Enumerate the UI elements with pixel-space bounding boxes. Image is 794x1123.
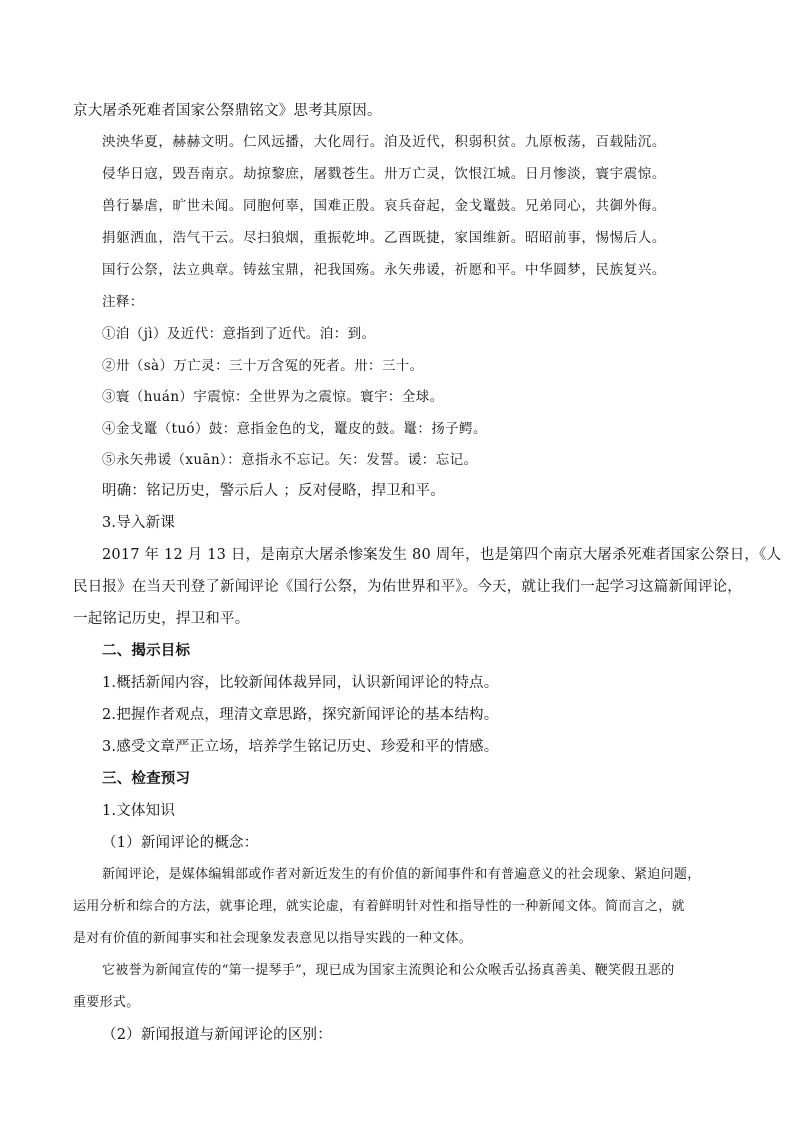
notes-title: 注释： <box>102 294 144 310</box>
note-3: ③寰（huán）宇震惊：全世界为之震惊。寰宇：全球。 <box>102 389 444 405</box>
goal-2: 2.把握作者观点，理清文章思路，探究新闻评论的基本结构。 <box>102 707 499 723</box>
goal-1: 1.概括新闻内容，比较新闻体裁异同，认识新闻评论的特点。 <box>102 675 499 691</box>
praise-line-1: 它被誉为新闻宣传的“第一提琴手”，现已成为国家主流舆论和公众喉舌弘扬真善美、鞭笑假丑恶的 <box>102 963 675 978</box>
heading-preview: 三、检查预习 <box>102 771 191 787</box>
import-paragraph-line-3: 一起铭记历史，捍卫和平。 <box>73 611 250 627</box>
heading-goals: 二、揭示目标 <box>102 643 191 659</box>
praise-line-2: 重要形式。 <box>73 995 140 1010</box>
sub-genre: 1.文体知识 <box>102 803 176 819</box>
difference-title: （2）新闻报道与新闻评论的区别： <box>102 1027 332 1043</box>
top-line: 京大屠杀死难者国家公祭鼎铭文》思考其原因。 <box>73 103 382 119</box>
goal-3: 3.感受文章严正立场，培养学生铭记历史、珍爱和平的情感。 <box>102 739 499 755</box>
poem-line-5: 国行公祭，法立典章。铸兹宝鼎，祀我国殇。永矢弗谖，祈愿和平。中华圆梦，民族复兴。 <box>102 262 666 278</box>
poem-line-2: 侵华日寇，毁吾南京。劫掠黎庶，屠戮苍生。卅万亡灵，饮恨江城。日月惨淡，寰宇震惊。 <box>102 166 666 182</box>
concept-line-2: 运用分析和综合的方法，就事论理，就实论虚，有着鲜明针对性和指导性的一种新闻文体。简而言之，就 <box>73 899 685 914</box>
poem-line-1: 泱泱华夏，赫赫文明。仁风远播，大化周行。洎及近代，积弱积贫。九原板荡，百载陆沉。 <box>102 134 666 150</box>
poem-line-3: 兽行暴虐，旷世未闻。同胞何辜，国难正殷。哀兵奋起，金戈鼍鼓。兄弟同心，共御外侮。 <box>102 198 666 214</box>
poem-line-4: 捐躯洒血，浩气干云。尽扫狼烟，重振乾坤。乙酉既捷，家国维新。昭昭前事，惕惕后人。 <box>102 230 666 246</box>
mingque-line: 明确：铭记历史，警示后人 ；反对侵略，捍卫和平。 <box>102 483 445 499</box>
note-4: ④金戈鼍（tuó）鼓：意指金色的戈，鼍皮的鼓。鼍：扬子鳄。 <box>102 421 487 437</box>
note-2: ②卅（sà）万亡灵：三十万含冤的死者。卅：三十。 <box>102 358 424 374</box>
import-paragraph-line-1: 2017 年 12 月 13 日，是南京大屠杀惨案发生 80 周年，也是第四个南京大屠杀死难者国家公祭日，《人 <box>102 547 782 563</box>
concept-title: （1）新闻评论的概念： <box>102 835 259 851</box>
note-5: ⑤永矢弗谖（xuān）：意指永不忘记。矢：发誓。谖：忘记。 <box>102 452 478 468</box>
import-paragraph-line-2: 民日报》在当天刊登了新闻评论《国行公祭，为佑世界和平》。今天，就让我们一起学习这篇新闻评论， <box>73 579 742 595</box>
section-import: 3.导入新课 <box>102 515 176 531</box>
concept-line-1: 新闻评论，是媒体编辑部或作者对新近发生的有价值的新闻事件和有普遍意义的社会现象、紧迫问题， <box>102 867 701 882</box>
concept-line-3: 是对有价值的新闻事实和社会现象发表意见以指导实践的一种文体。 <box>73 931 473 946</box>
note-1: ①洎（jì）及近代：意指到了近代。洎：到。 <box>102 326 376 342</box>
